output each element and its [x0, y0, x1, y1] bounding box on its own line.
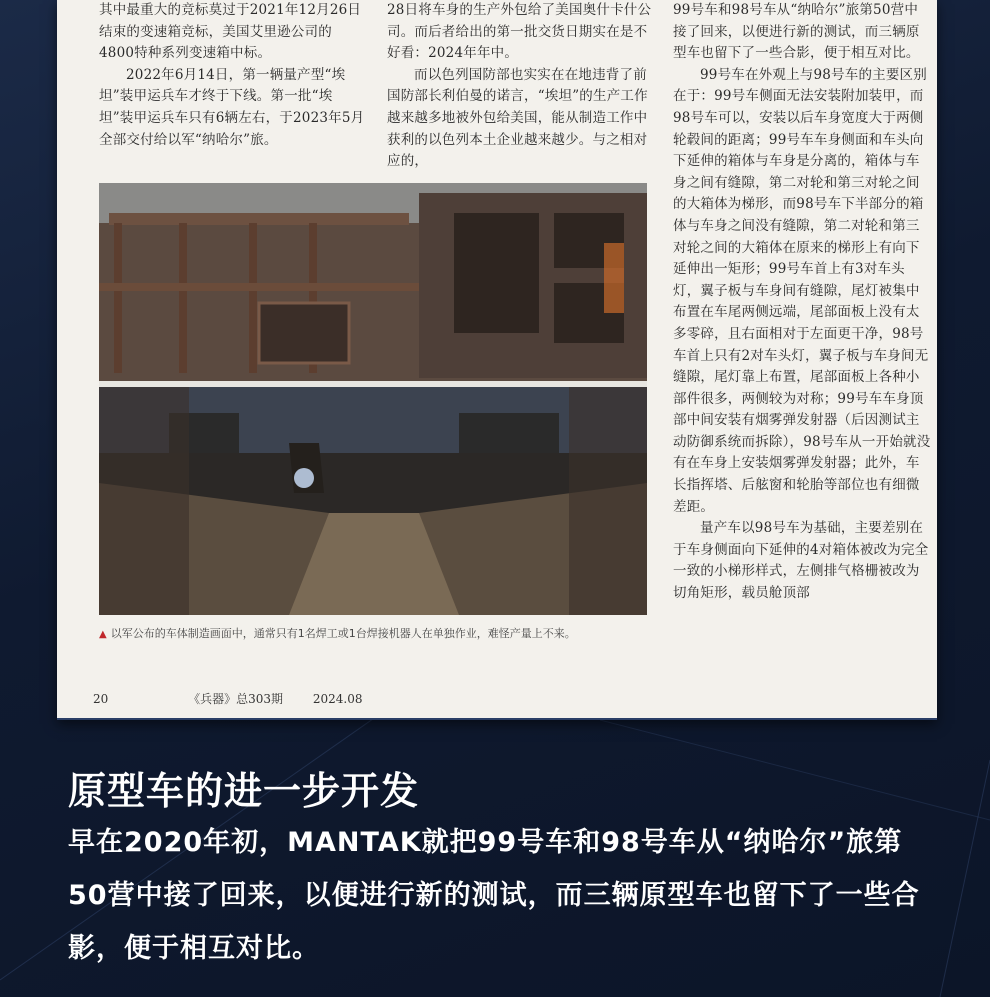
issue-label: 《兵器》总303期 [188, 692, 284, 706]
triangle-up-icon: ▲ [99, 629, 107, 640]
section-heading: 原型车的进一步开发 [68, 769, 420, 813]
text-column-3 [673, 0, 931, 605]
caption-text: 以军公布的车体制造画面中，通常只有1名焊工或1台焊接机器人在单独作业，难怪产量上不来。 [110, 627, 576, 640]
overlay-body-text: 早在2020年初，MANTAK就把99号车和98号车从“纳哈尔”旅第50营中接了回来，以便进行新的测试，而三辆原型车也留下了一些合影，便于相互对比。 [68, 827, 920, 964]
paragraph: 其中最重大的竞标莫过于2021年12月26日结束的变速箱竞标，美国艾里逊公司的4800特种系列变速箱中标。 [99, 2, 362, 62]
paragraph: 99号车和98号车从“纳哈尔”旅第50营中接了回来，以便进行新的测试，而三辆原型车也留下了一些合影，便于相互对比。 [673, 2, 920, 62]
photo-caption [99, 625, 649, 644]
magazine-page [57, 0, 937, 720]
text-column-1 [99, 0, 365, 151]
paragraph: 2022年6月14日，第一辆量产型“埃坦”装甲运兵车才终于下线。第一批“埃坦”装甲运兵车只有6辆左右，于2023年5月全部交付给以军“纳哈尔”旅。 [99, 66, 365, 148]
page-number: 20 [93, 692, 109, 706]
paragraph: 99号车在外观上与98号车的主要区别在于：99号车侧面无法安装附加装甲，而98号车可以，安装以后车身宽度大于两侧轮毂间的距离；99号车车身侧面和车头向下延伸的箱体与车身是分离的，箱体与车身之间有缝隙，第二对轮和第三对轮之间的大箱体为梯形，而98号车下半部分的箱体与车身之间没有缝隙，第二对轮和第三对轮之间的大箱体在原来的梯形上有向下延伸出一矩形；99号车首上有3对车头灯，翼子板与车身间有缝隙，尾灯被集中布置在车尾两侧远端，尾部面板上没有太多零碎，且右面相对于左面更干净，98号车首上只有2对车头灯，翼子板与车身间无缝隙，尾灯靠上布置，尾部面板上各种小部件很多，两侧较为对称；99号车车身顶部中间安装有烟雾弹发射器（后因测试主动防御系统而拆除），98号车从一开始就没有在车身上安装烟雾弹发射器；此外，车长指挥塔、后舷窗和轮胎等部位也有细微差距。 [673, 66, 931, 515]
factory-photo [99, 183, 647, 615]
paragraph: 28日将车身的生产外包给了美国奥什卡什公司。而后者给出的第一批交货日期实在是不好看：2024年年中。 [387, 2, 652, 62]
page-footer [93, 690, 388, 707]
text-column-2 [387, 0, 653, 173]
issue-date: 2024.08 [312, 692, 363, 706]
factory-photo-image [99, 183, 647, 615]
paragraph: 而以色列国防部也实实在在地违背了前国防部长利伯曼的诺言，“埃坦”的生产工作越来越多地被外包给美国，能从制造工作中获利的以色列本土企业越来越少。与之相对应的， [387, 66, 648, 170]
paragraph: 量产车以98号车为基础，主要差别在于车身侧面向下延伸的4对箱体被改为完全一致的小梯形样式，左侧排气格栅被改为切角矩形，载员舱顶部 [673, 520, 929, 602]
